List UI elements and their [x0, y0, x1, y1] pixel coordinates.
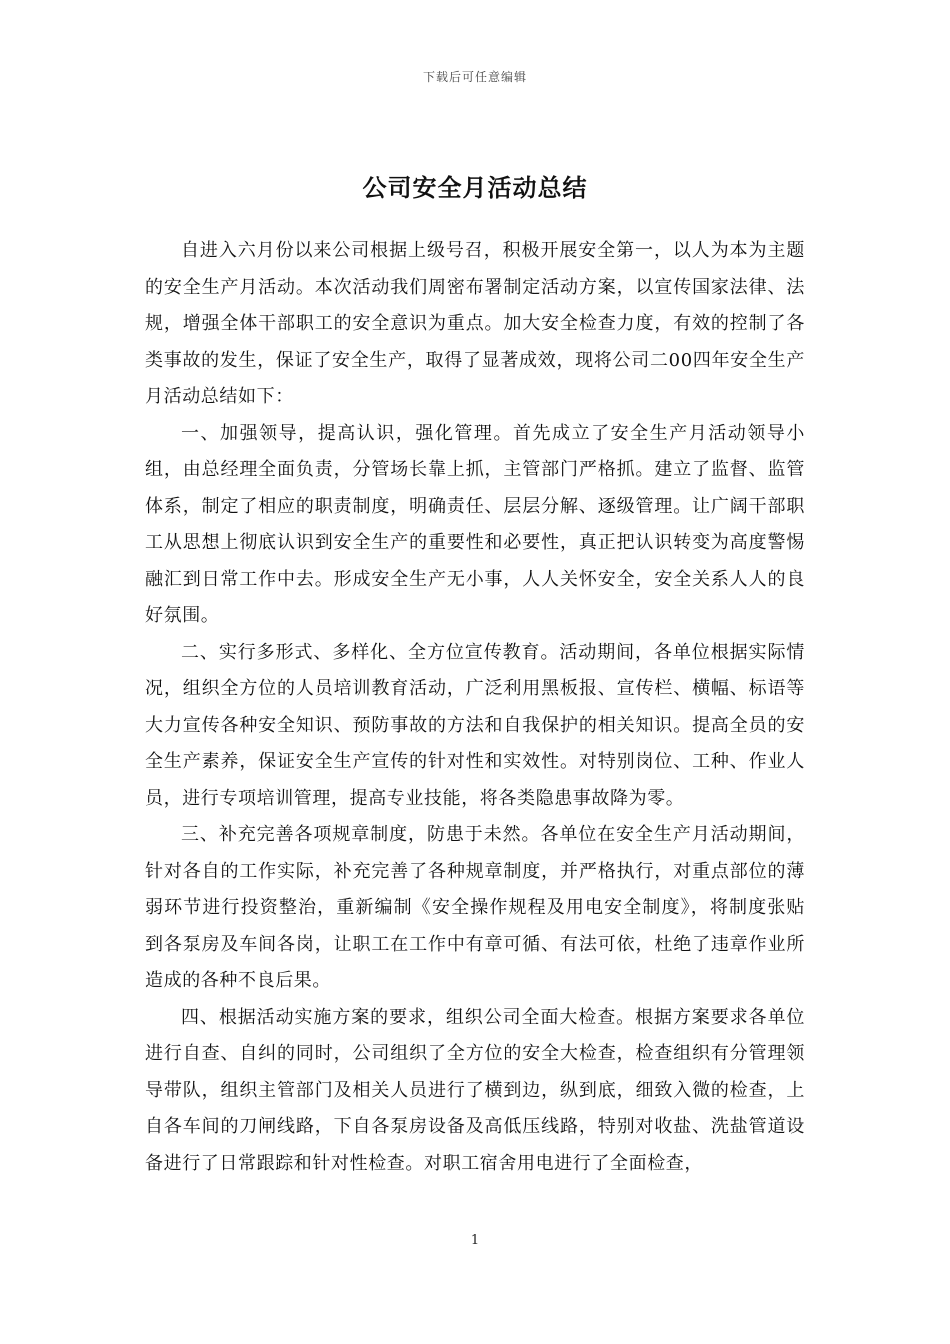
- paragraph-intro: 自进入六月份以来公司根据上级号召，积极开展安全第一，以人为本为主题的安全生产月活动。本次活动我们周密布署制定活动方案，以宣传国家法律、法规，增强全体干部职工的安全意识为重点。加大安全检查力度，有效的控制了各类事故的发生，保证了安全生产，取得了显著成效，现将公司二00四年安全生产月活动总结如下：: [145, 240, 805, 407]
- page-number: 1: [470, 1233, 480, 1248]
- paragraph-section-1: 一、加强领导，提高认识，强化管理。首先成立了安全生产月活动领导小组，由总经理全面负责，分管场长靠上抓，主管部门严格抓。建立了监督、监管体系，制定了相应的职责制度，明确责任、层层分解、逐级管理。让广阔干部职工从思想上彻底认识到安全生产的重要性和必要性，真正把认识转变为高度警惕融汇到日常工作中去。形成安全生产无小事，人人关怀安全，安全关系人人的良好氛围。: [145, 422, 805, 626]
- document-title: 公司安全月活动总结: [362, 173, 588, 203]
- page-header-note: 下载后可任意编辑: [422, 70, 527, 84]
- document-body: [145, 233, 805, 1182]
- paragraph-section-4: 四、根据活动实施方案的要求，组织公司全面大检查。根据方案要求各单位进行自查、自纠的同时，公司组织了全方位的安全大检查，检查组织有分管理领导带队，组织主管部门及相关人员进行了横到边，纵到底，细致入微的检查，上自各车间的刀闸线路，下自各泵房设备及高低压线路，特别对收盐、洗盐管道设备进行了日常跟踪和针对性检查。对职工宿舍用电进行了全面检查，: [145, 1006, 805, 1174]
- paragraph-section-2: 二、实行多形式、多样化、全方位宣传教育。活动期间，各单位根据实际情况，组织全方位的人员培训教育活动，广泛利用黑板报、宣传栏、横幅、标语等大力宣传各种安全知识、预防事故的方法和自我保护的相关知识。提高全员的安全生产素养，保证安全生产宣传的针对性和实效性。对特别岗位、工种、作业人员，进行专项培训管理，提高专业技能，将各类隐患事故降为零。: [145, 641, 805, 809]
- paragraph-section-3: 三、补充完善各项规章制度，防患于未然。各单位在安全生产月活动期间，针对各自的工作实际，补充完善了各种规章制度，并严格执行，对重点部位的薄弱环节进行投资整治，重新编制《安全操作规程及用电安全制度》，将制度张贴到各泵房及车间各岗，让职工在工作中有章可循、有法可依，杜绝了违章作业所造成的各种不良后果。: [145, 824, 805, 991]
